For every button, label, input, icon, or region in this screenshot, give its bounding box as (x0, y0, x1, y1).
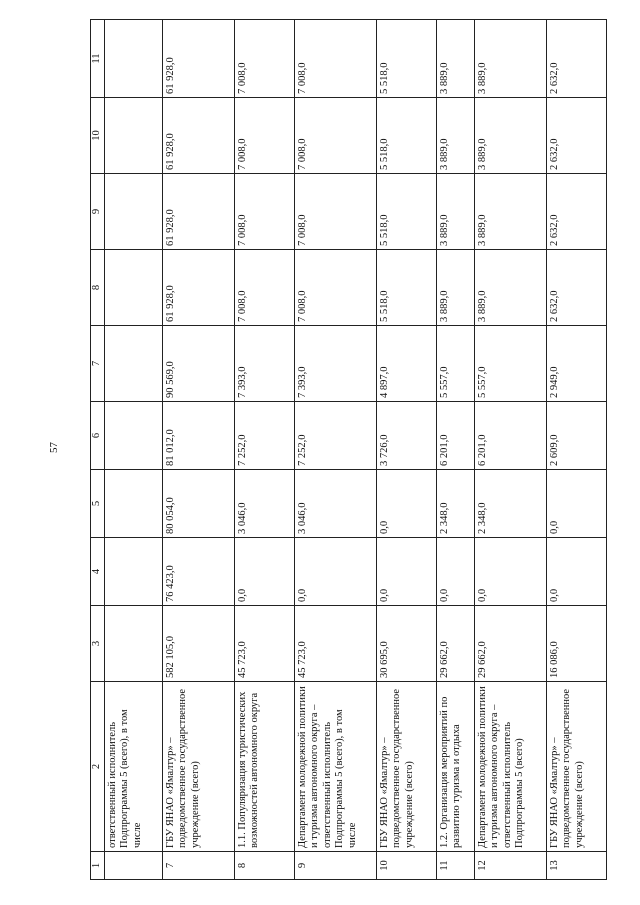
value-cell: 0,0 (437, 538, 475, 606)
value-cell: 90 569,0 (163, 326, 235, 402)
value-cell: 5 557,0 (437, 326, 475, 402)
value-cell: 81 012,0 (163, 402, 235, 470)
value-cell: 2 632,0 (547, 250, 607, 326)
value-cell: 3 889,0 (437, 20, 475, 98)
header-cell: 4 (91, 538, 105, 606)
row-name-cell: ГБУ ЯНАО «Ямалтур» – подведомственное государственное учреждение (всего) (547, 682, 607, 852)
value-cell: 6 201,0 (437, 402, 475, 470)
table-row (377, 20, 437, 880)
header-cell: 5 (91, 470, 105, 538)
value-cell: 7 252,0 (235, 402, 295, 470)
value-cell: 0,0 (235, 538, 295, 606)
value-cell: 3 726,0 (377, 402, 437, 470)
value-cell: 7 008,0 (295, 250, 377, 326)
table-row (295, 20, 377, 880)
row-name-cell: ответственный исполнитель Подпрограммы 5 (всего), в том числе (105, 682, 163, 852)
value-cell: 2 632,0 (547, 20, 607, 98)
value-cell: 61 928,0 (163, 250, 235, 326)
value-cell (105, 326, 163, 402)
value-cell: 0,0 (547, 538, 607, 606)
row-number-cell: 11 (437, 852, 475, 880)
value-cell: 2 632,0 (547, 174, 607, 250)
value-cell: 0,0 (547, 470, 607, 538)
value-cell: 80 054,0 (163, 470, 235, 538)
value-cell: 3 889,0 (475, 250, 547, 326)
value-cell: 61 928,0 (163, 174, 235, 250)
table-row (235, 20, 295, 880)
value-cell: 2 609,0 (547, 402, 607, 470)
table-row (437, 20, 475, 880)
value-cell: 3 046,0 (235, 470, 295, 538)
header-cell: 10 (91, 98, 105, 174)
value-cell (105, 606, 163, 682)
value-cell: 3 889,0 (475, 98, 547, 174)
value-cell: 30 695,0 (377, 606, 437, 682)
value-cell (105, 20, 163, 98)
value-cell: 7 008,0 (295, 98, 377, 174)
row-number-cell: 8 (235, 852, 295, 880)
row-number-cell: 10 (377, 852, 437, 880)
value-cell: 3 889,0 (437, 250, 475, 326)
value-cell (105, 538, 163, 606)
header-cell: 8 (91, 250, 105, 326)
value-cell: 7 393,0 (235, 326, 295, 402)
row-name-cell: 1.1. Популяризация туристических возможностей автономного округа (235, 682, 295, 852)
value-cell: 7 008,0 (235, 20, 295, 98)
rotated-table-region (90, 20, 592, 880)
row-name-cell: Департамент молодежной политики и туризма автономного округа – ответственный исполнитель Подпрограммы 5 (всего), в том числе (295, 682, 377, 852)
value-cell: 16 086,0 (547, 606, 607, 682)
row-name-cell: ГБУ ЯНАО «Ямалтур» – подведомственное государственное учреждение (всего) (163, 682, 235, 852)
value-cell: 3 046,0 (295, 470, 377, 538)
table-header-row (91, 20, 105, 880)
row-number-cell: 12 (475, 852, 547, 880)
value-cell: 5 518,0 (377, 98, 437, 174)
row-number-cell: 13 (547, 852, 607, 880)
header-cell: 6 (91, 402, 105, 470)
value-cell: 76 423,0 (163, 538, 235, 606)
value-cell (105, 402, 163, 470)
value-cell: 2 949,0 (547, 326, 607, 402)
value-cell: 6 201,0 (475, 402, 547, 470)
value-cell: 2 632,0 (547, 98, 607, 174)
value-cell: 61 928,0 (163, 20, 235, 98)
value-cell: 4 897,0 (377, 326, 437, 402)
value-cell: 61 928,0 (163, 98, 235, 174)
value-cell: 0,0 (377, 538, 437, 606)
value-cell: 7 008,0 (295, 174, 377, 250)
table-row (105, 20, 163, 880)
value-cell: 7 008,0 (295, 20, 377, 98)
value-cell: 5 557,0 (475, 326, 547, 402)
row-name-cell: Департамент молодежной политики и туризма автономного округа – ответственный исполнитель Подпрограммы 5 (всего) (475, 682, 547, 852)
row-name-cell: 1.2. Организация мероприятий по развитию туризма и отдыха (437, 682, 475, 852)
value-cell: 0,0 (475, 538, 547, 606)
row-number-cell: 9 (295, 852, 377, 880)
budget-table (90, 19, 607, 880)
value-cell: 5 518,0 (377, 20, 437, 98)
value-cell (105, 250, 163, 326)
row-number-cell (105, 852, 163, 880)
row-name-cell: ГБУ ЯНАО «Ямалтур» – подведомственное государственное учреждение (всего) (377, 682, 437, 852)
value-cell: 0,0 (295, 538, 377, 606)
value-cell: 5 518,0 (377, 250, 437, 326)
header-cell: 9 (91, 174, 105, 250)
value-cell: 7 008,0 (235, 250, 295, 326)
value-cell: 2 348,0 (475, 470, 547, 538)
value-cell: 3 889,0 (475, 174, 547, 250)
value-cell: 2 348,0 (437, 470, 475, 538)
row-number-cell: 7 (163, 852, 235, 880)
value-cell: 3 889,0 (437, 98, 475, 174)
value-cell: 3 889,0 (475, 20, 547, 98)
value-cell: 29 662,0 (437, 606, 475, 682)
page-number: 57 (48, 442, 60, 453)
value-cell: 582 105,0 (163, 606, 235, 682)
table-row (163, 20, 235, 880)
header-cell: 7 (91, 326, 105, 402)
header-cell: 2 (91, 682, 105, 852)
value-cell (105, 470, 163, 538)
value-cell: 7 008,0 (235, 174, 295, 250)
value-cell: 3 889,0 (437, 174, 475, 250)
value-cell: 7 252,0 (295, 402, 377, 470)
value-cell: 29 662,0 (475, 606, 547, 682)
value-cell: 0,0 (377, 470, 437, 538)
table-row (475, 20, 547, 880)
value-cell (105, 98, 163, 174)
table-body (91, 20, 607, 880)
table-row (547, 20, 607, 880)
header-cell: 11 (91, 20, 105, 98)
value-cell: 5 518,0 (377, 174, 437, 250)
value-cell (105, 174, 163, 250)
value-cell: 7 393,0 (295, 326, 377, 402)
header-cell: 1 (91, 852, 105, 880)
value-cell: 45 723,0 (295, 606, 377, 682)
value-cell: 7 008,0 (235, 98, 295, 174)
header-cell: 3 (91, 606, 105, 682)
value-cell: 45 723,0 (235, 606, 295, 682)
